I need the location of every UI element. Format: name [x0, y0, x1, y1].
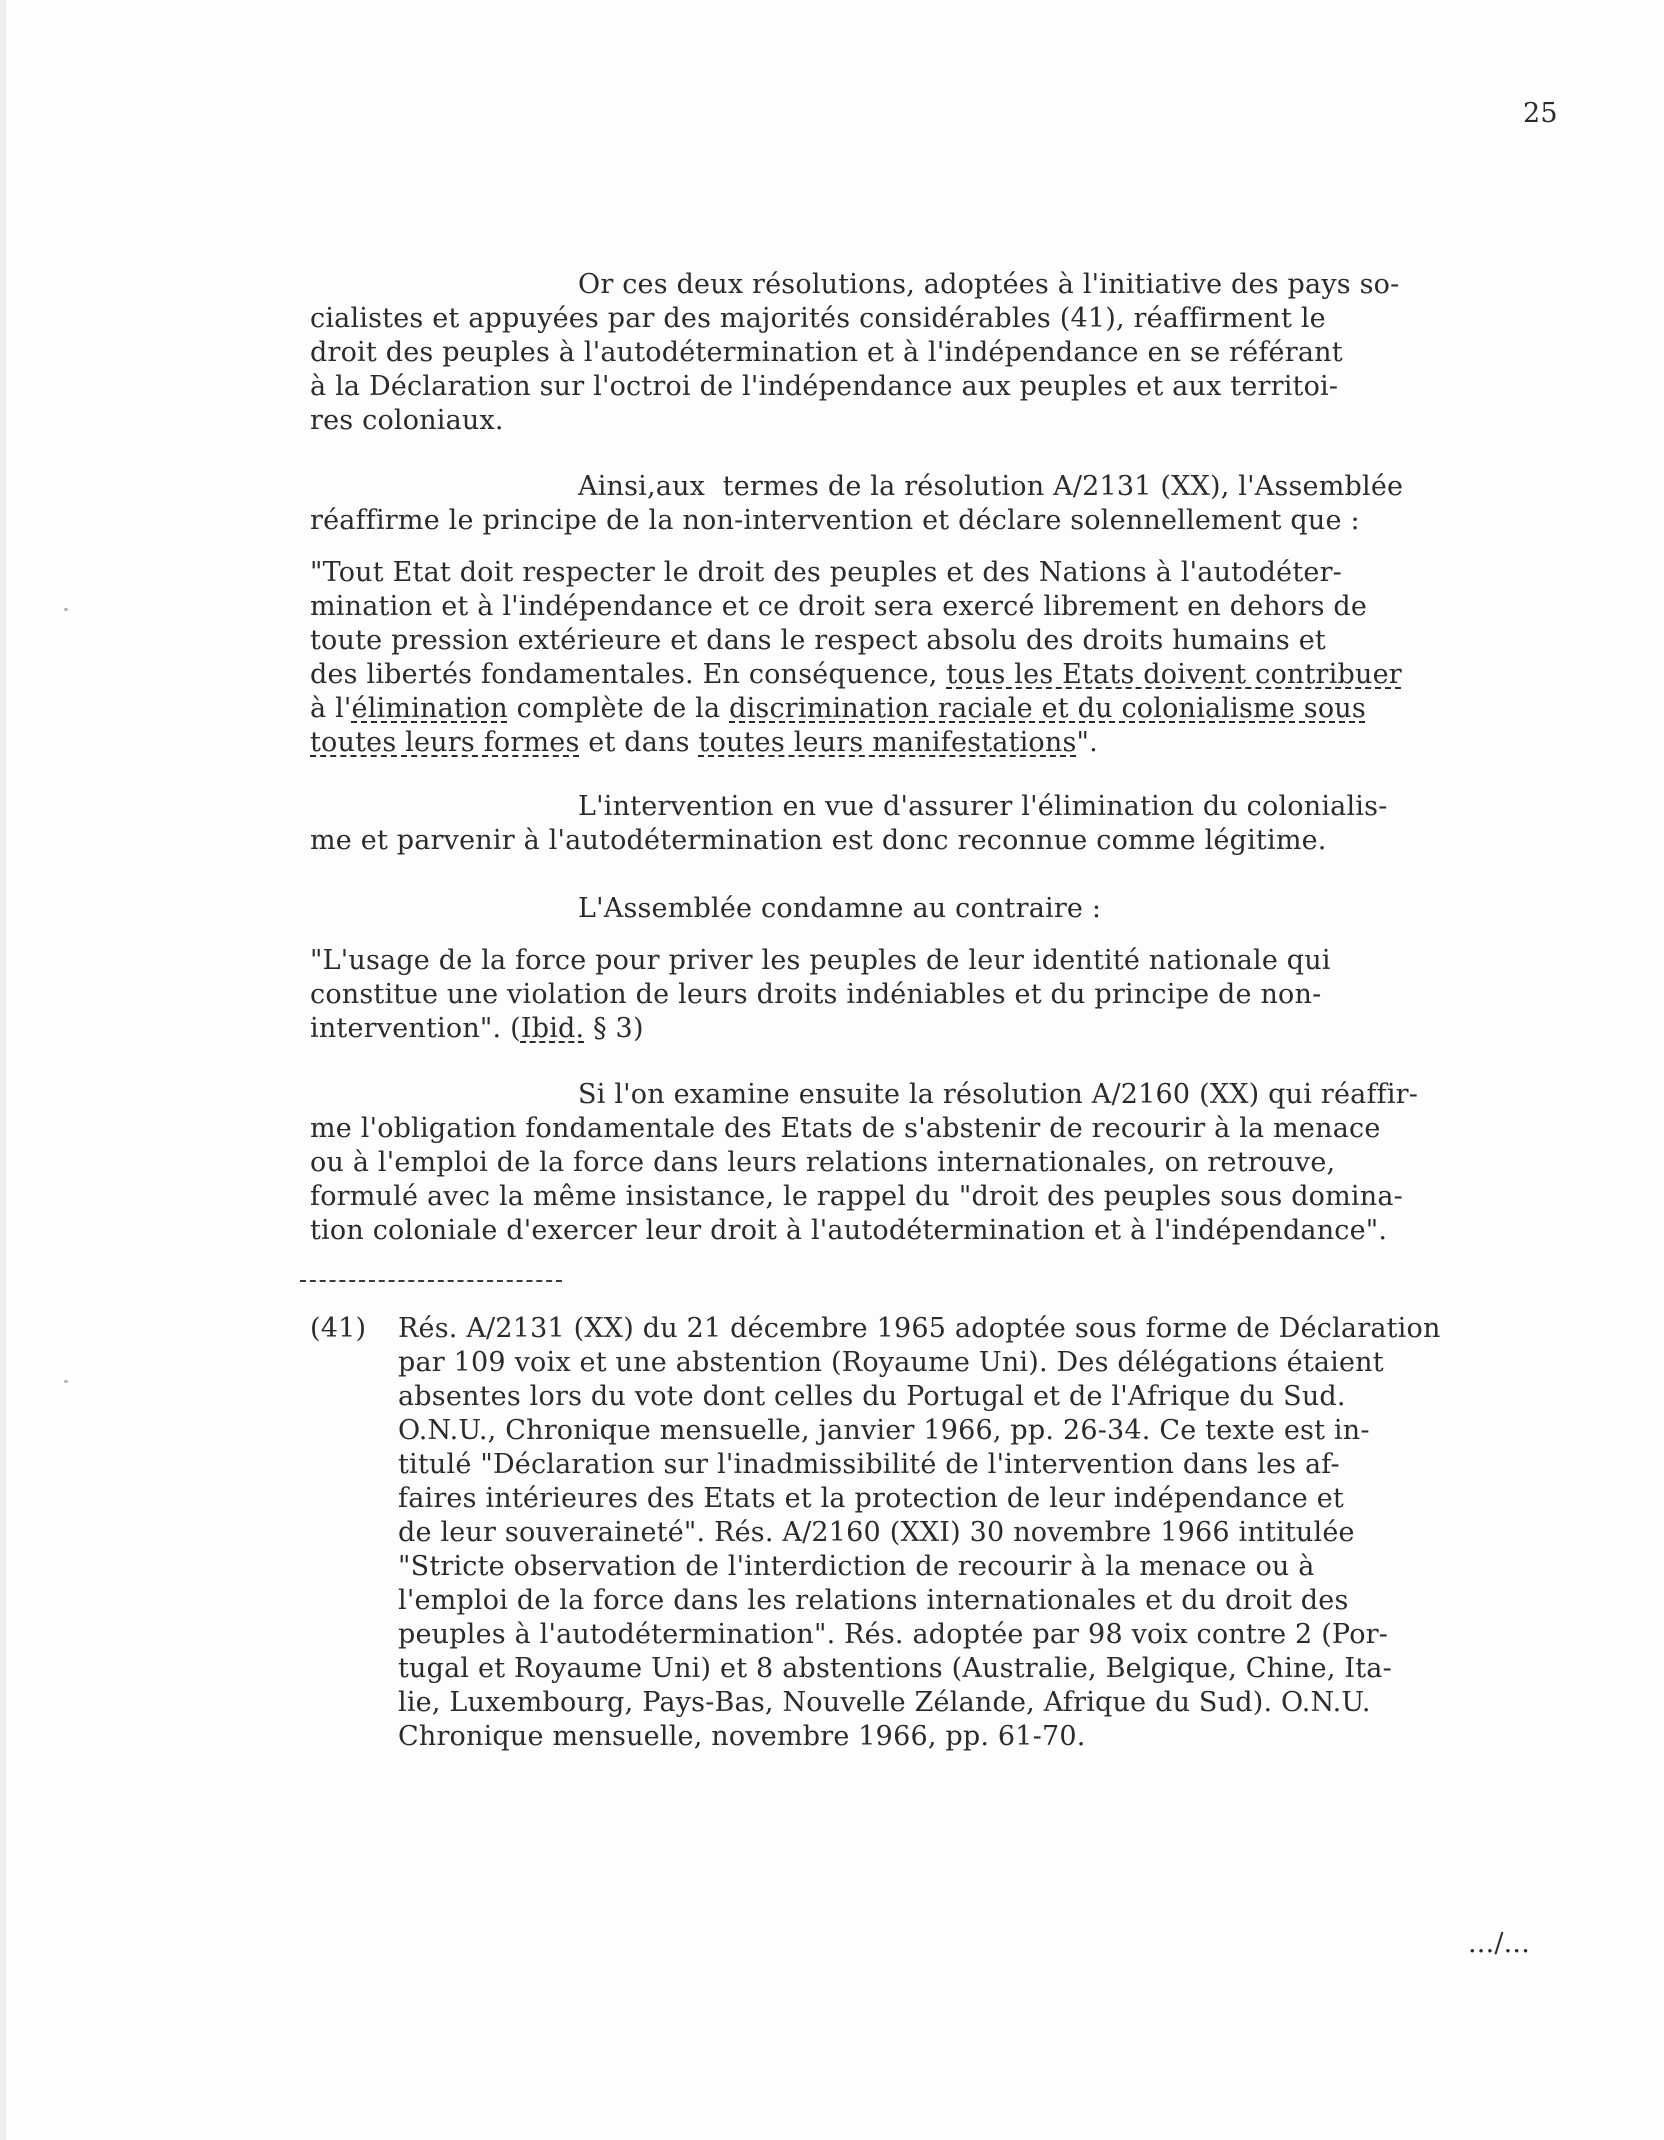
margin-speck — [64, 1380, 68, 1383]
footnote-line: lie, Luxembourg, Pays-Bas, Nouvelle Zélande, Afrique du Sud). O.N.U. — [398, 1687, 1371, 1718]
quote-text: § 3) — [584, 1013, 644, 1044]
quote-line — [310, 658, 1402, 692]
quote-line: "L'usage de la force pour priver les peuples de leur identité nationale qui — [310, 945, 1331, 976]
underlined-text: élimination — [351, 693, 508, 724]
paragraph-line: cialistes et appuyées par des majorités considérables (41), réaffirment le — [310, 303, 1326, 334]
page-number: 25 — [1523, 98, 1558, 129]
paragraph-line: Ainsi,aux termes de la résolution A/2131 (XX), l'Assemblée — [578, 471, 1404, 502]
paragraph-line: me et parvenir à l'autodétermination est donc reconnue comme légitime. — [310, 825, 1327, 856]
footnote-line: par 109 voix et une abstention (Royaume Uni). Des délégations étaient — [398, 1347, 1384, 1378]
quote-line — [310, 692, 1366, 726]
continuation-mark: .../... — [1468, 1928, 1530, 1959]
margin-speck — [64, 608, 68, 611]
quote-text: des libertés fondamentales. En conséquence, — [310, 659, 947, 690]
footnote-line: faires intérieures des Etats et la protection de leur indépendance et — [398, 1483, 1344, 1514]
paragraph-line: L'intervention en vue d'assurer l'élimination du colonialis- — [578, 791, 1388, 822]
paragraph-line: droit des peuples à l'autodétermination et à l'indépendance en se référant — [310, 337, 1343, 368]
footnote-separator — [300, 1280, 562, 1282]
footnote-marker: (41) — [310, 1313, 367, 1344]
quote-text: complète de la — [507, 693, 730, 724]
underlined-text: Ibid. — [520, 1013, 585, 1044]
paragraph-line: formulé avec la même insistance, le rappel du "droit des peuples sous domina- — [310, 1181, 1403, 1212]
footnote-line: "Stricte observation de l'interdiction de recourir à la menace ou à — [398, 1551, 1315, 1582]
footnote-line: l'emploi de la force dans les relations internationales et du droit des — [398, 1585, 1349, 1616]
paragraph-line: me l'obligation fondamentale des Etats de s'abstenir de recourir à la menace — [310, 1113, 1381, 1144]
footnote-line: absentes lors du vote dont celles du Portugal et de l'Afrique du Sud. — [398, 1381, 1346, 1412]
quote-line: constitue une violation de leurs droits indéniables et du principe de non- — [310, 979, 1322, 1010]
paragraph-line: Si l'on examine ensuite la résolution A/2160 (XX) qui réaffir- — [578, 1079, 1419, 1110]
quote-line: mination et à l'indépendance et ce droit sera exercé librement en dehors de — [310, 591, 1368, 622]
underlined-text: tous les Etats doivent contribuer — [946, 659, 1402, 690]
quote-line — [310, 1012, 644, 1046]
paragraph-line: res coloniaux. — [310, 405, 504, 436]
quote-text: intervention". ( — [310, 1013, 521, 1044]
quote-text: et dans — [579, 727, 699, 758]
footnote-line: peuples à l'autodétermination". Rés. adoptée par 98 voix contre 2 (Por- — [398, 1619, 1389, 1650]
underlined-text: toutes leurs manifestations — [698, 727, 1077, 758]
footnote-line: tugal et Royaume Uni) et 8 abstentions (Australie, Belgique, Chine, Ita- — [398, 1653, 1392, 1684]
quote-line: "Tout Etat doit respecter le droit des peuples et des Nations à l'autodéter- — [310, 557, 1342, 588]
footnote-line: Chronique mensuelle, novembre 1966, pp. 61-70. — [398, 1721, 1086, 1752]
paragraph-line: tion coloniale d'exercer leur droit à l'autodétermination et à l'indépendance". — [310, 1215, 1388, 1246]
footnote-line: titulé "Déclaration sur l'inadmissibilité de l'intervention dans les af- — [398, 1449, 1340, 1480]
quote-text: ". — [1076, 727, 1098, 758]
quote-text: à l' — [310, 693, 352, 724]
underlined-text: toutes leurs formes — [310, 727, 580, 758]
underlined-text: discrimination raciale et du colonialisme sous — [729, 693, 1366, 724]
quote-line: toute pression extérieure et dans le respect absolu des droits humains et — [310, 625, 1326, 656]
footnote-line: de leur souveraineté". Rés. A/2160 (XXI) 30 novembre 1966 intitulée — [398, 1517, 1355, 1548]
quote-line — [310, 726, 1098, 760]
paragraph-line: ou à l'emploi de la force dans leurs relations internationales, on retrouve, — [310, 1147, 1336, 1178]
paragraph-line: réaffirme le principe de la non-intervention et déclare solennellement que : — [310, 505, 1360, 536]
footnote-line: Rés. A/2131 (XX) du 21 décembre 1965 adoptée sous forme de Déclaration — [398, 1313, 1441, 1344]
paragraph-line: à la Déclaration sur l'octroi de l'indépendance aux peuples et aux territoi- — [310, 371, 1339, 402]
paragraph-4: L'Assemblée condamne au contraire : — [578, 893, 1102, 924]
paragraph-line: Or ces deux résolutions, adoptées à l'initiative des pays so- — [578, 269, 1400, 300]
footnote-line: O.N.U., Chronique mensuelle, janvier 1966, pp. 26-34. Ce texte est in- — [398, 1415, 1370, 1446]
